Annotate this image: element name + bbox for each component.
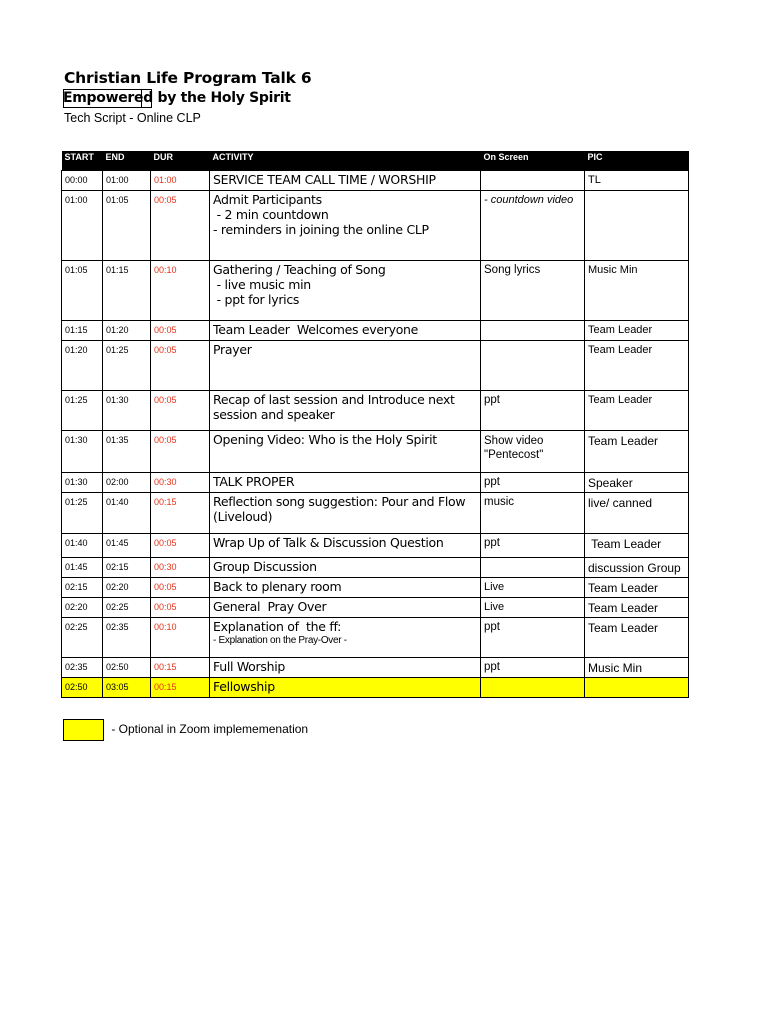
table-row xyxy=(62,430,689,472)
start-time: 01:15 xyxy=(62,320,103,340)
pic: Music Min xyxy=(585,657,689,677)
schedule-table xyxy=(61,151,689,698)
activity xyxy=(210,557,481,577)
column-header-end: END xyxy=(103,151,151,170)
column-header-activity: ACTIVITY xyxy=(210,151,481,170)
end-time: 01:35 xyxy=(103,430,151,472)
table-row xyxy=(62,577,689,597)
activity xyxy=(210,492,481,533)
on-screen xyxy=(481,557,585,577)
activity-title: General Pray Over xyxy=(213,598,327,614)
legend-text: - Optional in Zoom implememenation xyxy=(108,722,309,736)
duration: 00:10 xyxy=(151,260,210,320)
duration: 00:05 xyxy=(151,190,210,260)
activity-title: Fellowship xyxy=(213,678,275,694)
legend-swatch xyxy=(63,719,104,741)
table-row xyxy=(62,170,689,190)
end-time: 01:20 xyxy=(103,320,151,340)
duration: 00:30 xyxy=(151,557,210,577)
pic: Team Leader xyxy=(585,340,689,390)
pic: Team Leader xyxy=(585,430,689,472)
activity-note: - ppt for lyrics xyxy=(213,291,300,307)
activity-title: Back to plenary room xyxy=(213,578,342,594)
activity xyxy=(210,677,481,697)
subtitle-box-outline xyxy=(63,89,142,108)
duration: 00:05 xyxy=(151,340,210,390)
on-screen: ppt xyxy=(481,472,585,492)
document-subheading: Tech Script - Online CLP xyxy=(64,111,201,125)
activity-title: Admit Participants xyxy=(213,191,322,207)
end-time: 01:00 xyxy=(103,170,151,190)
column-header-pic: PIC xyxy=(585,151,689,170)
start-time: 01:30 xyxy=(62,430,103,472)
activity-note: - 2 min countdown xyxy=(213,206,329,222)
activity-title: SERVICE TEAM CALL TIME / WORSHIP xyxy=(213,171,436,187)
pic: Music Min xyxy=(585,260,689,320)
column-header-start: START xyxy=(62,151,103,170)
end-time: 02:20 xyxy=(103,577,151,597)
pic: Speaker xyxy=(585,472,689,492)
activity-title: Opening Video: Who is the Holy Spirit xyxy=(213,431,437,447)
duration: 01:00 xyxy=(151,170,210,190)
on-screen: - countdown video xyxy=(481,190,585,260)
duration: 00:05 xyxy=(151,597,210,617)
on-screen: ppt xyxy=(481,657,585,677)
start-time: 02:35 xyxy=(62,657,103,677)
end-time: 01:05 xyxy=(103,190,151,260)
on-screen: ppt xyxy=(481,390,585,430)
end-time: 03:05 xyxy=(103,677,151,697)
duration: 00:05 xyxy=(151,577,210,597)
activity-title: Reflection song suggestion: Pour and Flow (Liveloud) xyxy=(213,493,466,524)
column-header-dur: DUR xyxy=(151,151,210,170)
on-screen: ppt xyxy=(481,533,585,557)
activity xyxy=(210,472,481,492)
activity-title: TALK PROPER xyxy=(213,473,295,489)
activity xyxy=(210,340,481,390)
table-row xyxy=(62,472,689,492)
start-time: 02:50 xyxy=(62,677,103,697)
activity xyxy=(210,260,481,320)
pic: Team Leader xyxy=(585,617,689,657)
pic xyxy=(585,677,689,697)
document-title: Christian Life Program Talk 6 xyxy=(64,69,312,87)
duration: 00:05 xyxy=(151,390,210,430)
pic: live/ canned xyxy=(585,492,689,533)
duration: 00:05 xyxy=(151,533,210,557)
start-time: 00:00 xyxy=(62,170,103,190)
pic: Team Leader xyxy=(585,533,689,557)
activity-title: Prayer xyxy=(213,341,252,357)
end-time: 01:45 xyxy=(103,533,151,557)
pic: discussion Group xyxy=(585,557,689,577)
activity-title: Team Leader Welcomes everyone xyxy=(213,321,419,337)
table-row xyxy=(62,533,689,557)
table-row xyxy=(62,320,689,340)
column-header-on-screen: On Screen xyxy=(481,151,585,170)
pic: Team Leader xyxy=(585,390,689,430)
activity-title: Group Discussion xyxy=(213,558,317,574)
on-screen xyxy=(481,320,585,340)
end-time: 02:25 xyxy=(103,597,151,617)
end-time: 01:40 xyxy=(103,492,151,533)
activity xyxy=(210,190,481,260)
end-time: 01:25 xyxy=(103,340,151,390)
end-time: 02:15 xyxy=(103,557,151,577)
activity xyxy=(210,533,481,557)
start-time: 01:30 xyxy=(62,472,103,492)
activity xyxy=(210,657,481,677)
activity-title: Explanation of the ff: xyxy=(213,618,342,634)
duration: 00:15 xyxy=(151,492,210,533)
table-row xyxy=(62,492,689,533)
activity-title: Wrap Up of Talk & Discussion Question xyxy=(213,534,444,550)
on-screen: ppt xyxy=(481,617,585,657)
pic: TL xyxy=(585,170,689,190)
on-screen: Show video "Pentecost" xyxy=(481,430,585,472)
activity xyxy=(210,390,481,430)
on-screen: music xyxy=(481,492,585,533)
table-row xyxy=(62,340,689,390)
start-time: 01:20 xyxy=(62,340,103,390)
on-screen: Live xyxy=(481,597,585,617)
pic: Team Leader xyxy=(585,320,689,340)
document-subtitle: Empowered by the Holy Spirit xyxy=(63,90,291,106)
on-screen xyxy=(481,677,585,697)
start-time: 02:15 xyxy=(62,577,103,597)
activity-title: Full Worship xyxy=(213,658,286,674)
duration: 00:15 xyxy=(151,677,210,697)
subtitle-box-outline-2 xyxy=(142,89,152,108)
table-row xyxy=(62,557,689,577)
activity-note: - live music min xyxy=(213,276,311,292)
activity-title: Recap of last session and Introduce next session and speaker xyxy=(213,391,455,422)
pic: Team Leader xyxy=(585,577,689,597)
duration: 00:30 xyxy=(151,472,210,492)
start-time: 01:00 xyxy=(62,190,103,260)
duration: 00:05 xyxy=(151,320,210,340)
start-time: 02:25 xyxy=(62,617,103,657)
on-screen xyxy=(481,340,585,390)
end-time: 01:30 xyxy=(103,390,151,430)
start-time: 01:40 xyxy=(62,533,103,557)
table-row xyxy=(62,657,689,677)
start-time: 01:45 xyxy=(62,557,103,577)
activity xyxy=(210,577,481,597)
end-time: 02:35 xyxy=(103,617,151,657)
table-row xyxy=(62,617,689,657)
activity-note: - reminders in joining the online CLP xyxy=(213,221,429,237)
end-time: 02:50 xyxy=(103,657,151,677)
activity xyxy=(210,430,481,472)
duration: 00:15 xyxy=(151,657,210,677)
table-row xyxy=(62,190,689,260)
pic: Team Leader xyxy=(585,597,689,617)
end-time: 01:15 xyxy=(103,260,151,320)
activity-title: Gathering / Teaching of Song xyxy=(213,261,386,277)
table-row xyxy=(62,260,689,320)
table-row xyxy=(62,597,689,617)
on-screen: Song lyrics xyxy=(481,260,585,320)
table-row-optional xyxy=(62,677,689,697)
start-time: 02:20 xyxy=(62,597,103,617)
on-screen: Live xyxy=(481,577,585,597)
activity xyxy=(210,320,481,340)
start-time: 01:25 xyxy=(62,492,103,533)
start-time: 01:25 xyxy=(62,390,103,430)
duration: 00:10 xyxy=(151,617,210,657)
activity xyxy=(210,170,481,190)
pic xyxy=(585,190,689,260)
activity xyxy=(210,617,481,657)
table-row xyxy=(62,390,689,430)
duration: 00:05 xyxy=(151,430,210,472)
activity xyxy=(210,597,481,617)
activity-note: - Explanation on the Pray-Over - xyxy=(213,634,347,646)
table-header-row xyxy=(62,151,689,170)
start-time: 01:05 xyxy=(62,260,103,320)
on-screen xyxy=(481,170,585,190)
end-time: 02:00 xyxy=(103,472,151,492)
